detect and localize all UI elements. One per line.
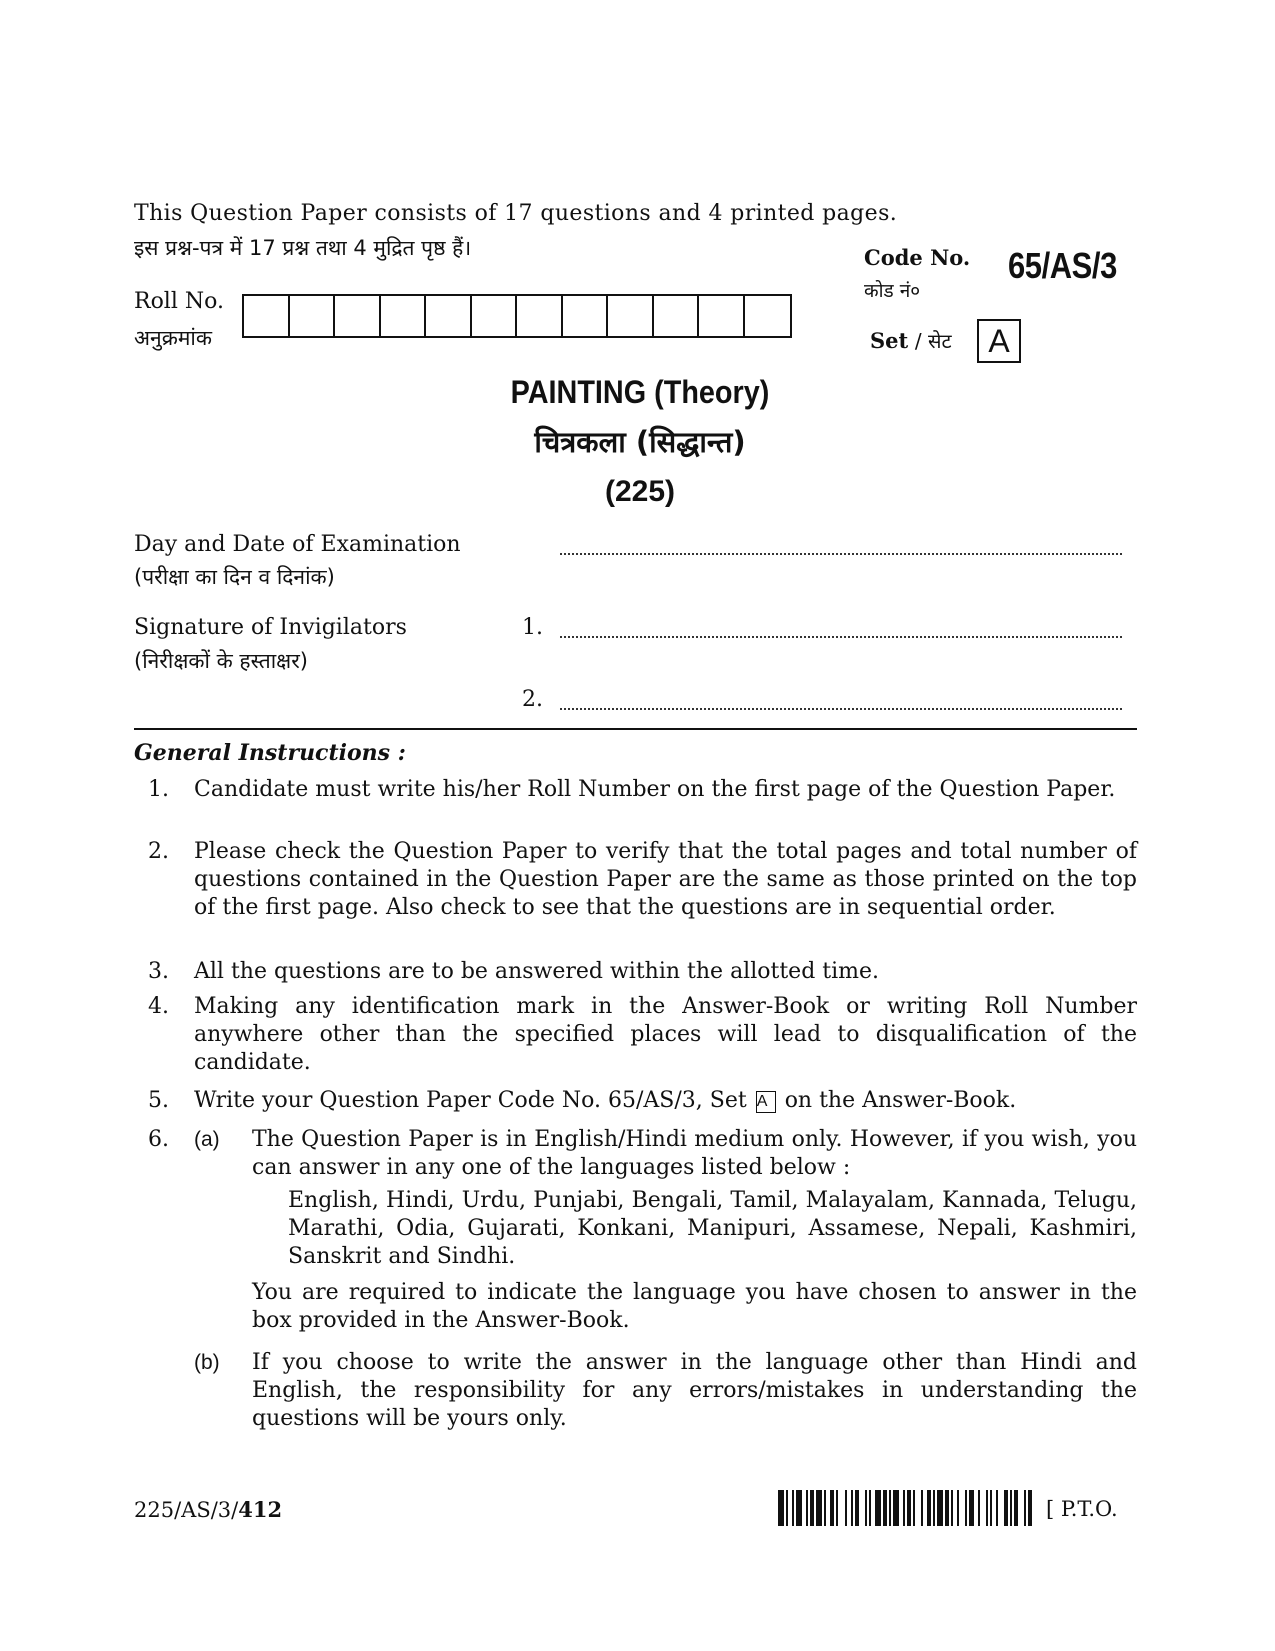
instruction-text-after: on the Answer-Book. <box>784 1088 1017 1113</box>
invigilator-signature-label-hindi: (निरीक्षकों के हस्ताक्षर) <box>134 649 308 673</box>
roll-number-label-hindi: अनुक्रमांक <box>134 326 212 350</box>
instruction-text: All the questions are to be answered within the allotted time. <box>194 959 880 984</box>
instruction-number: 4. <box>148 994 169 1019</box>
roll-number-cell[interactable] <box>381 296 427 336</box>
sub-item-letter-b: (b) <box>194 1351 220 1374</box>
sub-item-text-b: If you choose to write the answer in the language other than Hindi and English, the responsibility for any errors/mistakes in understanding the questions will be yours only. <box>252 1350 1137 1431</box>
instruction-number: 1. <box>148 777 169 802</box>
instruction-number: 5. <box>148 1088 169 1113</box>
subject-title-hindi: चित्रकला (सिद्धान्त) <box>534 425 746 459</box>
roll-number-cell[interactable] <box>654 296 700 336</box>
instruction-text <box>194 1087 1137 1115</box>
code-label-hindi: कोड नं० <box>864 280 921 302</box>
signature-number: 2. <box>522 687 543 712</box>
roll-number-cell[interactable] <box>745 296 791 336</box>
sub-item-text-a-2: You are required to indicate the language you have chosen to answer in the box provided in the Answer-Book. <box>252 1280 1137 1333</box>
instruction-number: 6. <box>148 1127 169 1152</box>
barcode-icon <box>778 1490 1034 1526</box>
subject-code: (225) <box>604 475 676 508</box>
instruction-text: Candidate must write his/her Roll Number on the first page of the Question Paper. <box>194 777 1116 802</box>
exam-date-label: Day and Date of Examination <box>134 532 461 557</box>
roll-number-cell[interactable] <box>472 296 518 336</box>
invigilator-signature-field-1[interactable] <box>560 636 1122 638</box>
signature-number: 1. <box>522 615 543 640</box>
roll-number-cell[interactable] <box>244 296 290 336</box>
roll-number-cell[interactable] <box>699 296 745 336</box>
roll-number-cell[interactable] <box>426 296 472 336</box>
roll-number-cell[interactable] <box>335 296 381 336</box>
roll-number-grid[interactable] <box>242 294 792 338</box>
exam-date-label-hindi: (परीक्षा का दिन व दिनांक) <box>134 565 335 589</box>
instruction-text: Please check the Question Paper to verify that the total pages and total number of questions contained in the Question Paper are the same as those printed on the top of the first page. Also check to see that the questions are in sequential order. <box>194 839 1137 920</box>
set-label-en: Set <box>870 328 909 353</box>
footer-code-prefix: 225/AS/3/ <box>134 1498 239 1522</box>
roll-number-cell[interactable] <box>290 296 336 336</box>
paper-code: 65/AS/3 <box>1008 245 1117 286</box>
roll-number-cell[interactable] <box>563 296 609 336</box>
sub-item-letter-a: (a) <box>194 1128 220 1151</box>
set-box: A <box>977 319 1021 363</box>
invigilator-signature-label: Signature of Invigilators <box>134 615 407 640</box>
code-label: Code No. <box>864 245 971 270</box>
instruction-number: 3. <box>148 959 169 984</box>
title-block <box>440 372 840 514</box>
pto-label: [ P.T.O. <box>1046 1497 1118 1521</box>
instructions-heading: General Instructions : <box>134 740 406 766</box>
set-label-hindi: / सेट <box>914 329 952 353</box>
instruction-number: 2. <box>148 839 169 864</box>
set-inline-box: A <box>756 1091 776 1113</box>
horizontal-rule <box>134 728 1137 730</box>
invigilator-signature-field-2[interactable] <box>560 708 1122 710</box>
footer-code <box>134 1497 282 1522</box>
subject-title: PAINTING (Theory) <box>510 374 770 410</box>
sub-item-text-a: The Question Paper is in English/Hindi medium only. However, if you wish, you can answer in any one of the languages listed below : <box>252 1127 1137 1180</box>
set-label <box>870 327 952 355</box>
page-count-statement-hindi: इस प्रश्न-पत्र में 17 प्रश्न तथा 4 मुद्रित पृष्ठ हैं। <box>134 236 472 260</box>
footer-code-suffix: 412 <box>238 1497 283 1522</box>
page-count-statement: This Question Paper consists of 17 questions and 4 printed pages. <box>134 201 898 226</box>
instruction-text-before: Write your Question Paper Code No. 65/AS/3, Set <box>194 1088 747 1113</box>
exam-date-field[interactable] <box>560 553 1122 555</box>
roll-number-cell[interactable] <box>517 296 563 336</box>
language-list: English, Hindi, Urdu, Punjabi, Bengali, Tamil, Malayalam, Kannada, Telugu, Marathi, Odia, Gujarati, Konkani, Manipuri, Assamese, Nepali, Kashmiri, Sanskrit and Sindhi. <box>288 1188 1137 1269</box>
roll-number-cell[interactable] <box>608 296 654 336</box>
instruction-text: Making any identification mark in the Answer-Book or writing Roll Number anywhere other than the specified places will lead to disqualification of the candidate. <box>194 994 1137 1075</box>
roll-number-label: Roll No. <box>134 289 224 314</box>
